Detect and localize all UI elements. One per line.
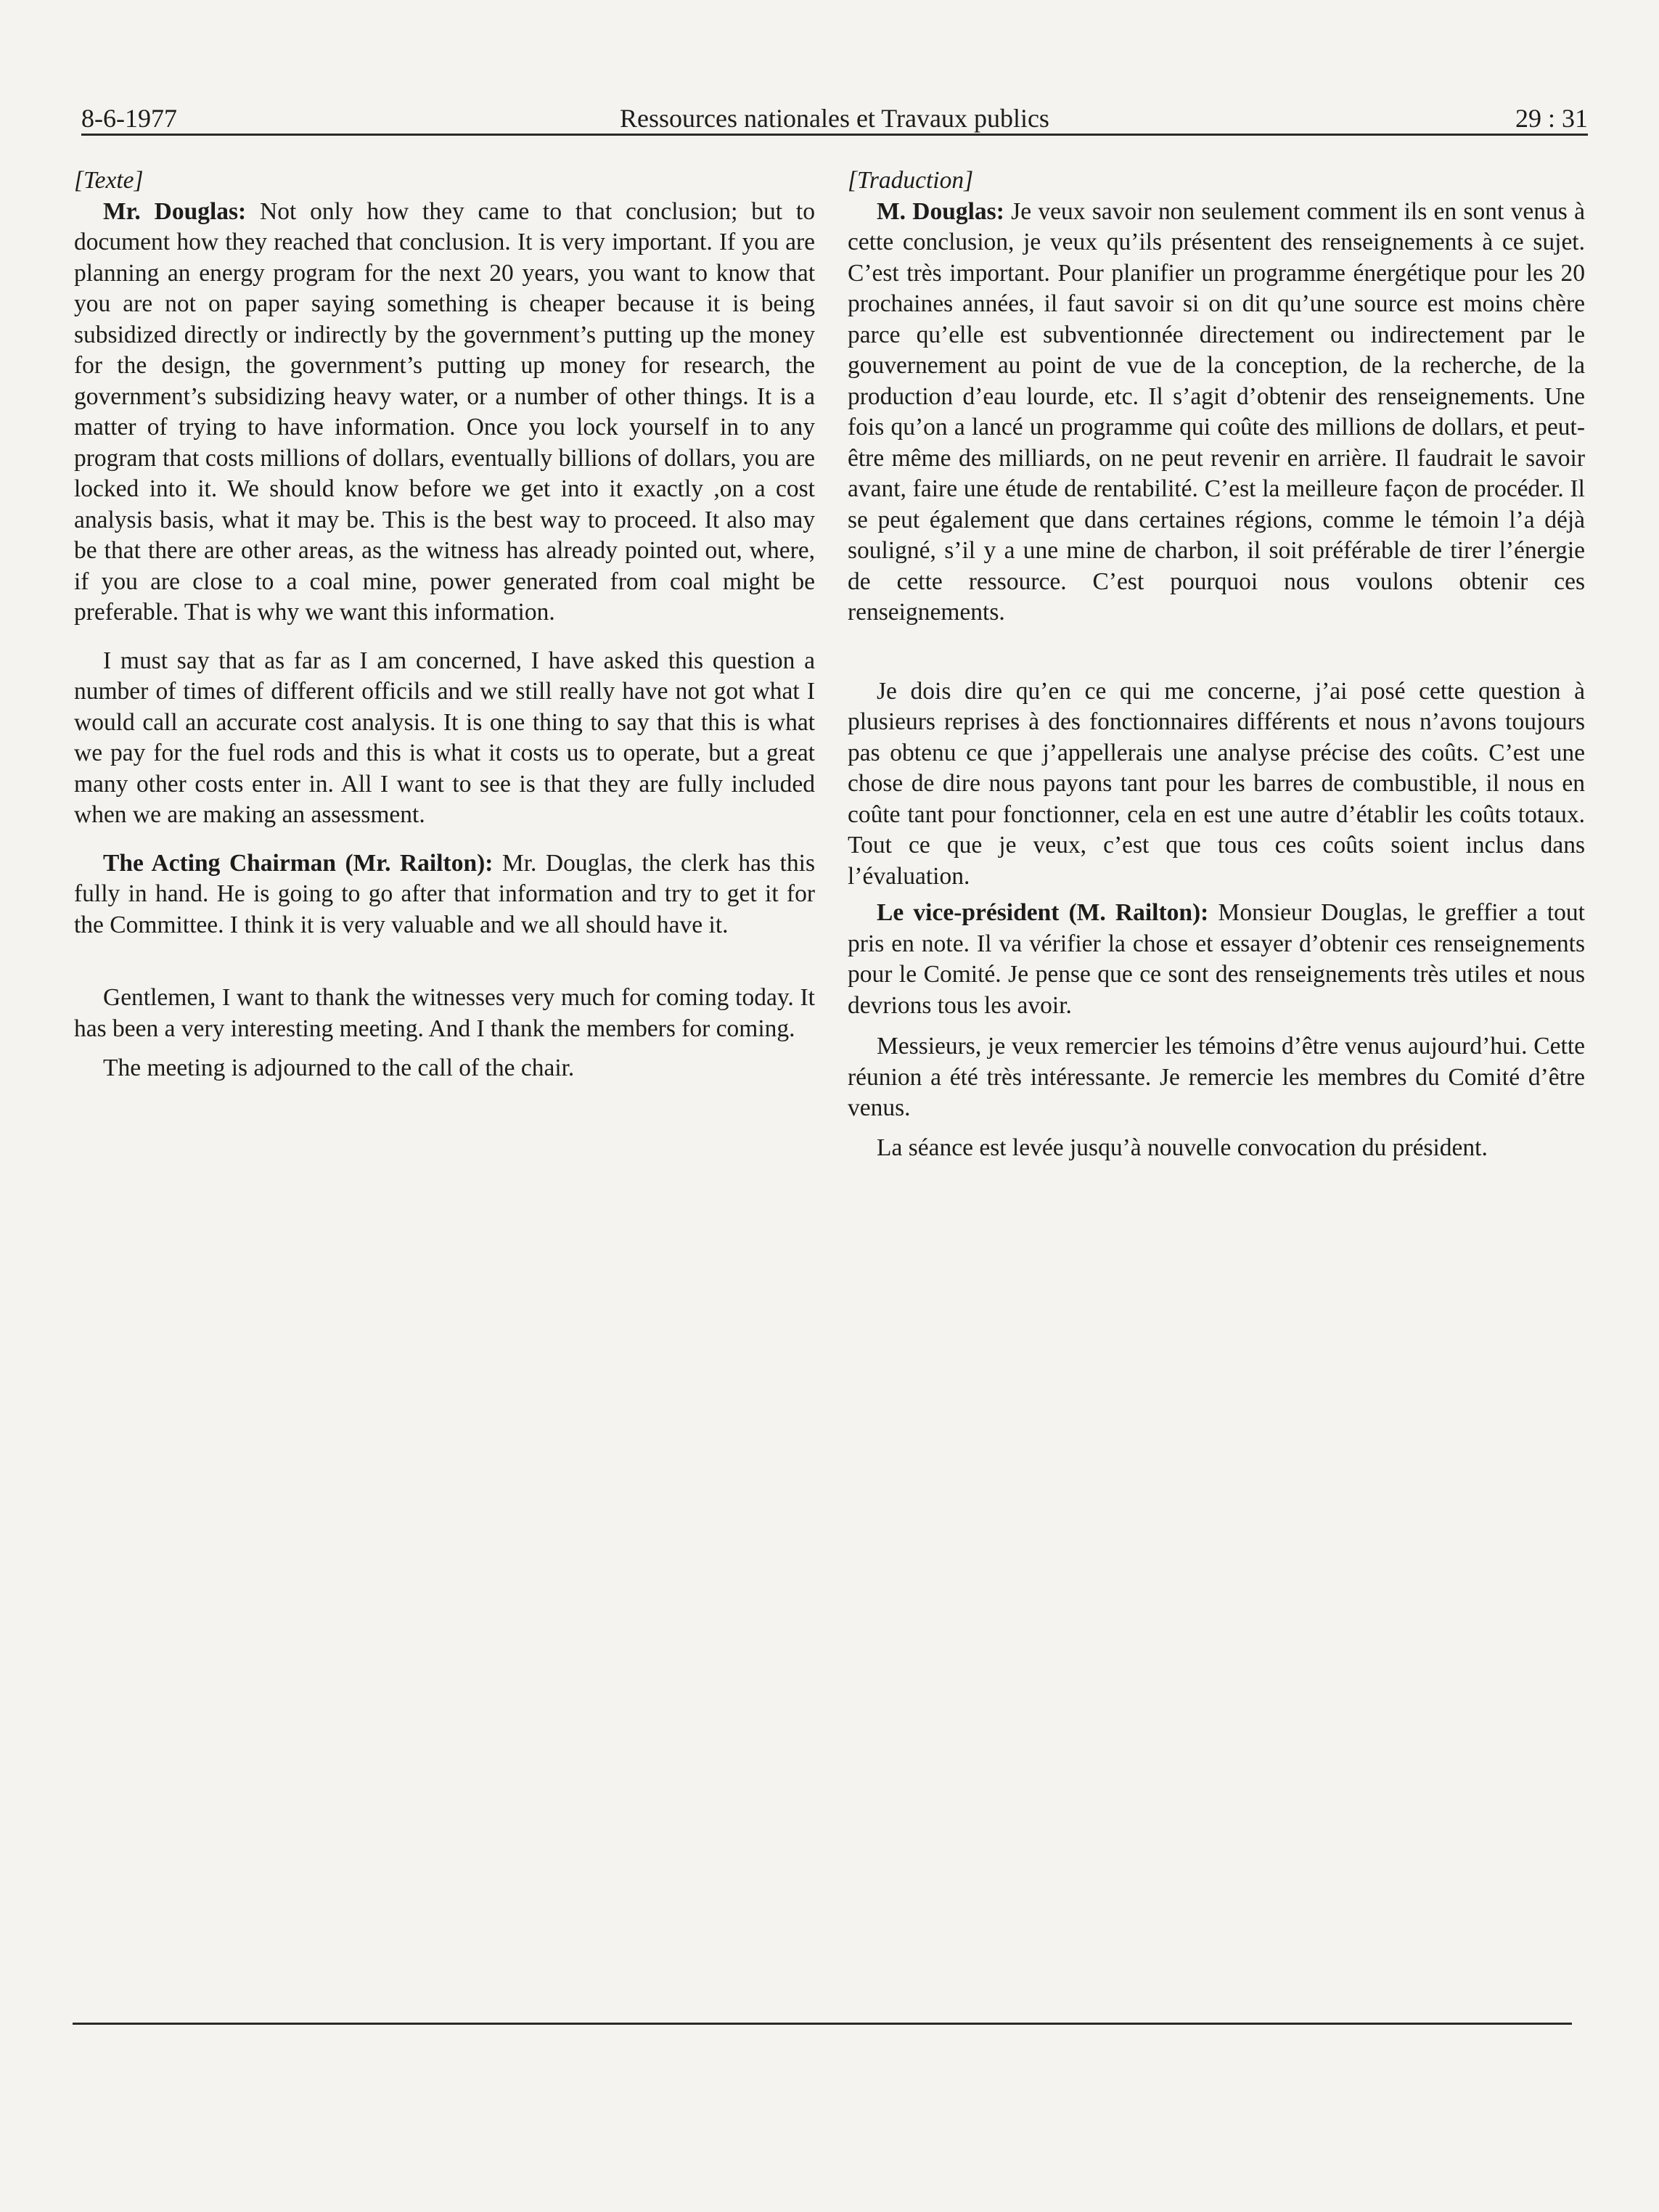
paragraph-chairman-fr: [848, 898, 1585, 1021]
paragraph-text: Mr. Douglas, the clerk has this fully in hand. He is going to go after that information and try to get it for the Committee. I think it is very valuable and we all should have it.: [74, 849, 816, 938]
spacer: [74, 941, 815, 983]
paragraph-douglas-en: [74, 197, 815, 628]
english-column: [74, 165, 815, 1084]
french-column: [848, 165, 1585, 1163]
paragraph-text: Je veux savoir non seulement comment ils en sont venus à cette conclusion, je veux qu’ils présentent des renseignements à ce sujet. C’est très important. Pour planifier un programme énergétique pour les 20 prochaines années, il faut savoir si on dit qu’une source est moins chère parce qu’elle est subventionnée directement ou indirectement par le gouvernement au point de vue de la conception, de la recherche, de la production d’eau lourde, etc. Il s’agit d’obtenir des renseignements. Une fois qu’on a lancé un programme qui coûte des millions de dollars, et peut-être même des milliards, on ne peut revenir en arrière. Il faudrait le savoir avant, faire une étude de rentabilité. C’est la meilleure façon de procéder. Il se peut également que dans certaines régions, comme le témoin l’a déjà souligné, s’il y a une mine de charbon, il soit préférable de tirer l’énergie de cette ressource. C’est pourquoi nous voulons obtenir ces renseignements.: [848, 197, 1585, 626]
page-header: [81, 100, 1588, 136]
paragraph-douglas-cont-fr: Je dois dire qu’en ce qui me concerne, j’ai posé cette question à plusieurs reprises à des fonctionnaires différents et nous n’avons toujours pas obtenu ce que j’appellerais une analyse précise des coûts. C’est une chose de dire nous payons tant pour les barres de combustible, il nous en coûte tant pour fonctionner, cela en est une autre d’établir les coûts totaux. Tout ce que je veux, c’est que tous ces coûts soient inclus dans l’évaluation.: [848, 677, 1585, 890]
header-date: 8-6-1977: [81, 104, 177, 133]
traduction-marker: [Traduction]: [848, 167, 974, 194]
speaker-name: M. Douglas:: [877, 197, 1004, 225]
paragraph-douglas-cont-en: I must say that as far as I am concerned, I have asked this question a number of times of different officils and we still really have not got what I would call an accurate cost analysis. It is one thing to say that this is what we pay for the fuel rods and this is what it costs us to operate, but a great many other costs enter in. All I want to see is that they are fully included when we are making an assessment.: [74, 647, 815, 828]
paragraph-thanks-en: Gentlemen, I want to thank the witnesses very much for coming today. It has been a very interesting meeting. And I thank the members for coming.: [74, 984, 815, 1042]
paragraph-douglas-fr: [848, 197, 1585, 628]
speaker-name: Mr. Douglas:: [103, 197, 247, 225]
paragraph-text: Monsieur Douglas, le greffier a tout pris en note. Il va vérifier la chose et essayer d’obtenir ces renseignements pour le Comité. Je pense que ce sont des renseignements très utiles et nous devrions tous les avoir.: [848, 899, 1585, 1019]
paragraph-adjourn-fr: La séance est levée jusqu’à nouvelle convocation du président.: [877, 1134, 1488, 1161]
paragraph-adjourn-en: The meeting is adjourned to the call of the chair.: [103, 1054, 575, 1081]
footer-rule: [73, 2023, 1572, 2025]
paragraph-thanks-fr: Messieurs, je veux remercier les témoins d’être venus aujourd’hui. Cette réunion a été très intéressante. Je remercie les membres du Comité d’être venus.: [848, 1033, 1585, 1121]
header-page-number: 29 : 31: [1515, 104, 1588, 133]
paragraph-chairman-en: [74, 848, 815, 941]
speaker-name: Le vice-président (M. Railton):: [877, 899, 1209, 926]
spacer: [848, 892, 1585, 898]
spacer: [848, 1124, 1585, 1133]
header-rule: [81, 134, 1588, 136]
spacer: [74, 1044, 815, 1053]
paragraph-text: Not only how they came to that conclusion; but to document how they reached that conclusion. It is very important. If you are planning an energy program for the next 20 years, you want to know that you are not on paper saying something is cheaper because it is being subsidized directly or indirectly by the government’s putting up the money for the design, the government’s putting up money for research, the government’s subsidizing heavy water, or a number of other things. It is a matter of trying to have information. Once you lock yourself in to any program that costs millions of dollars, eventually billions of dollars, you are locked into it. We should know before we get into it exactly ,on a cost analysis basis, what it may be. This is the best way to proceed. It also may be that there are other areas, as the witness has already pointed out, where, if you are close to a coal mine, power generated from coal might be preferable. That is why we want this information.: [74, 197, 815, 626]
spacer: [848, 1021, 1585, 1031]
spacer: [74, 628, 815, 646]
speaker-name: The Acting Chairman (Mr. Railton):: [103, 849, 493, 877]
spacer: [848, 628, 1585, 676]
header-title: Ressources nationales et Travaux publics: [620, 104, 1049, 133]
spacer: [74, 831, 815, 848]
texte-marker: [Texte]: [74, 167, 144, 194]
